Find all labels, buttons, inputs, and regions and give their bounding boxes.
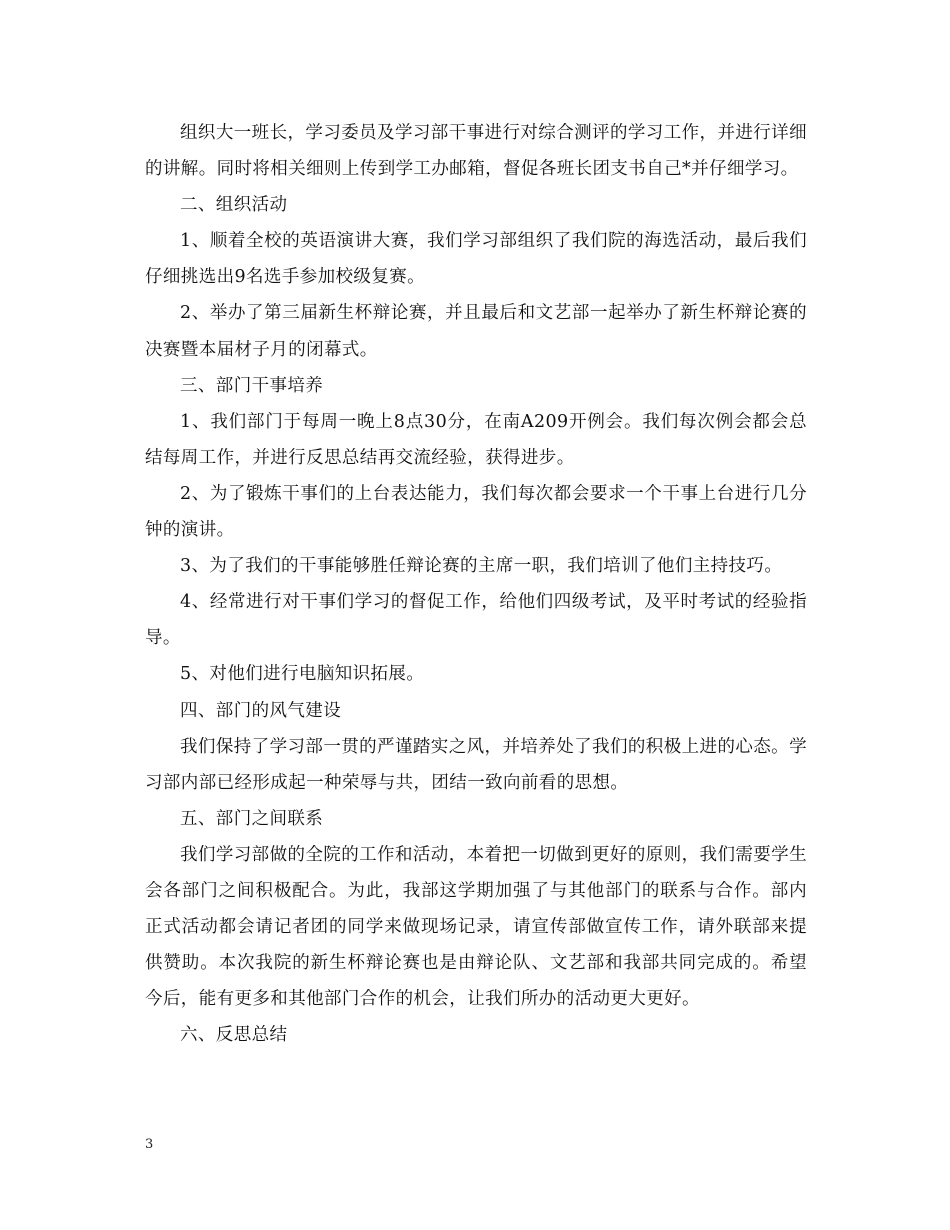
paragraph-speech-practice: 2、为了锻炼干事们的上台表达能力，我们每次都会要求一个干事上台进行几分钟的演讲。 [145, 483, 807, 541]
heading-reflection-summary: 六、反思总结 [180, 1025, 288, 1046]
paragraph-host-skills: 3、为了我们的干事能够胜任辩论赛的主席一职，我们培训了他们主持技巧。 [180, 556, 783, 577]
paragraph-department-culture: 我们保持了学习部一贯的严谨踏实之风，并培养处了我们的积极上进的心态。学习部内部已经形成起一种荣辱与共，团结一致向前看的思想。 [145, 736, 807, 793]
heading-interdepartment-relations: 五、部门之间联系 [180, 808, 324, 829]
paragraph-freshman-debate: 2、举办了第三届新生杯辩论赛，并且最后和文艺部一起举办了新生杯辩论赛的决赛暨本届材子月的闭幕式。 [145, 303, 807, 360]
paragraph-weekly-meeting: 1、我们部门于每周一晚上8点30分，在南A209开例会。我们每次例会都会总结每周工作，并进行反思总结再交流经验，获得进步。 [145, 411, 807, 468]
document-body [145, 115, 807, 1053]
paragraph-english-speech-contest: 1、顺着全校的英语演讲大赛，我们学习部组织了我们院的海选活动，最后我们仔细挑选出9名选手参加校级复赛。 [145, 231, 807, 288]
heading-staff-training: 三、部门干事培养 [180, 375, 324, 396]
paragraph-interdepartment-cooperation: 我们学习部做的全院的工作和活动，本着把一切做到更好的原则，我们需要学生会各部门之间积极配合。为此，我部这学期加强了与其他部门的联系与合作。部内正式活动都会请记者团的同学来做现场记录，请宣传部做宣传工作，请外联部来提供赞助。本次我院的新生杯辩论赛也是由辩论队、文艺部和我部共同完成的。希望今后，能有更多和其他部门合作的机会，让我们所办的活动更大更好。 [145, 844, 807, 1010]
paragraph-class-leader-training: 组织大一班长，学习委员及学习部干事进行对综合测评的学习工作，并进行详细的讲解。同时将相关细则上传到学工办邮箱，督促各班长团支书自己*并仔细学习。 [145, 123, 807, 180]
heading-organize-activities: 二、组织活动 [180, 195, 288, 216]
page-number: 3 [145, 1137, 154, 1152]
paragraph-study-supervision: 4、经常进行对干事们学习的督促工作，给他们四级考试，及平时考试的经验指导。 [145, 592, 807, 649]
heading-department-culture: 四、部门的风气建设 [180, 700, 342, 721]
paragraph-computer-skills: 5、对他们进行电脑知识拓展。 [180, 664, 425, 685]
